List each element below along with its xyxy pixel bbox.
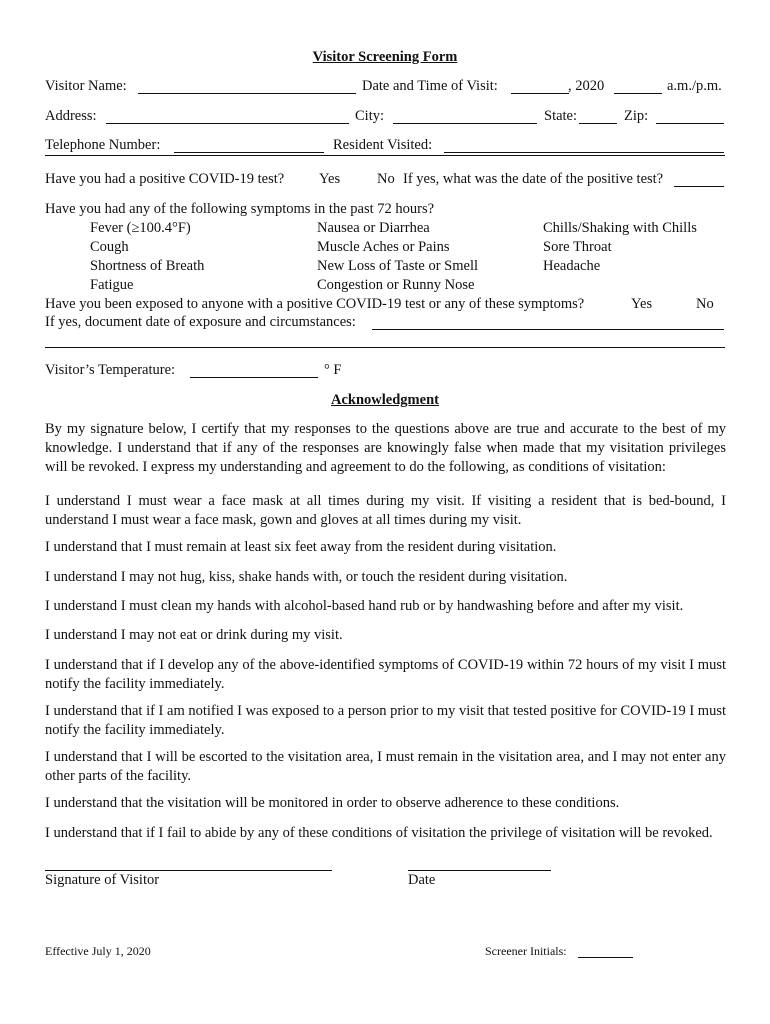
city-label: City:	[355, 108, 385, 124]
symptom-item: Headache	[543, 258, 601, 274]
symptom-item: New Loss of Taste or Smell	[317, 258, 479, 274]
symptoms-question: Have you had any of the following symptoms in the past 72 hours?	[45, 201, 435, 217]
effective-date: Effective July 1, 2020	[45, 944, 151, 958]
visit-year-text: , 2020	[568, 78, 605, 94]
ampm-text: a.m./p.m.	[667, 78, 722, 94]
acknowledgment-item: I understand that I must remain at least six feet away from the resident during visitation.	[45, 539, 557, 555]
exposure-no[interactable]: No	[696, 296, 714, 312]
screener-initials-label: Screener Initials:	[485, 944, 567, 958]
exposure-details-field[interactable]	[372, 317, 724, 330]
section-divider	[45, 155, 725, 156]
signature-label: Signature of Visitor	[45, 872, 160, 888]
signature-line[interactable]	[45, 858, 332, 871]
visit-date-field[interactable]	[511, 81, 569, 94]
telephone-field[interactable]	[174, 140, 324, 153]
exposure-details-line[interactable]	[45, 347, 725, 348]
state-label: State:	[544, 108, 578, 124]
resident-label: Resident Visited:	[333, 137, 433, 153]
state-field[interactable]	[579, 111, 617, 124]
signature-date-line[interactable]	[408, 858, 551, 871]
acknowledgment-item: I understand I may not hug, kiss, shake hands with, or touch the resident during visitation.	[45, 569, 568, 585]
symptom-item: Nausea or Diarrhea	[317, 220, 430, 236]
covid-test-question: Have you had a positive COVID-19 test?	[45, 171, 285, 187]
acknowledgment-item: I understand that if I develop any of the above-identified symptoms of COVID-19 within 72 hours of my visit I must notify the facility immediately.	[45, 657, 726, 692]
acknowledgment-item: I understand I must clean my hands with alcohol-based hand rub or by handwashing before and after my visit.	[45, 598, 684, 614]
temperature-unit: ° F	[324, 362, 342, 378]
form-title: Visitor Screening Form	[312, 49, 458, 65]
acknowledgment-item: I understand that if I fail to abide by any of these conditions of visitation the privilege of visitation will be revoked.	[45, 825, 713, 841]
exposure-question: Have you been exposed to anyone with a positive COVID-19 test or any of these symptoms?	[45, 296, 585, 312]
signature-date-label: Date	[408, 872, 436, 888]
symptom-item: Shortness of Breath	[90, 258, 205, 274]
acknowledgment-item: I understand that I will be escorted to the visitation area, I must remain in the visitation area, and I may not enter any other parts of the facility.	[45, 749, 726, 784]
symptom-item: Chills/Shaking with Chills	[543, 220, 697, 236]
address-label: Address:	[45, 108, 97, 124]
acknowledgment-item: I understand I must wear a face mask at all times during my visit. If visiting a resident that is bed-bound, I understand I must wear a face mask, gown and gloves at all times during my visit.	[45, 493, 726, 528]
covid-date-question: If yes, what was the date of the positive test?	[403, 171, 664, 187]
symptom-item: Fatigue	[90, 277, 134, 293]
covid-test-date-field[interactable]	[674, 174, 724, 187]
telephone-label: Telephone Number:	[45, 137, 161, 153]
visitor-name-field[interactable]	[138, 81, 356, 94]
symptom-item: Fever (≥100.4°F)	[90, 220, 191, 236]
zip-field[interactable]	[656, 111, 724, 124]
acknowledgment-heading: Acknowledgment	[331, 392, 439, 408]
address-field[interactable]	[106, 111, 349, 124]
resident-field[interactable]	[444, 140, 724, 153]
covid-test-yes[interactable]: Yes	[319, 171, 341, 187]
acknowledgment-item: I understand that the visitation will be monitored in order to observe adherence to these conditions.	[45, 795, 620, 811]
symptom-item: Congestion or Runny Nose	[317, 277, 475, 293]
visit-time-field[interactable]	[614, 81, 662, 94]
screener-initials-field[interactable]	[578, 947, 633, 958]
exposure-yes[interactable]: Yes	[631, 296, 653, 312]
acknowledgment-item: I understand I may not eat or drink during my visit.	[45, 627, 343, 643]
date-time-label: Date and Time of Visit:	[362, 78, 498, 94]
zip-label: Zip:	[624, 108, 649, 124]
temperature-field[interactable]	[190, 365, 318, 378]
temperature-label: Visitor’s Temperature:	[45, 362, 176, 378]
symptom-item: Sore Throat	[543, 239, 612, 255]
acknowledgment-intro: By my signature below, I certify that my responses to the questions above are true and accurate to the best of my knowledge. I understand that if any of the responses are knowingly false when made that my visitation privileges will be revoked. I express my understanding and agreement to do the following, as conditions of visitation:	[45, 421, 726, 475]
covid-test-no[interactable]: No	[377, 171, 395, 187]
symptom-item: Muscle Aches or Pains	[317, 239, 450, 255]
symptom-item: Cough	[90, 239, 129, 255]
acknowledgment-item: I understand that if I am notified I was exposed to a person prior to my visit that tested positive for COVID-19 I must notify the facility immediately.	[45, 703, 726, 738]
visitor-name-label: Visitor Name:	[45, 78, 127, 94]
city-field[interactable]	[393, 111, 537, 124]
exposure-followup: If yes, document date of exposure and circumstances:	[45, 314, 356, 330]
